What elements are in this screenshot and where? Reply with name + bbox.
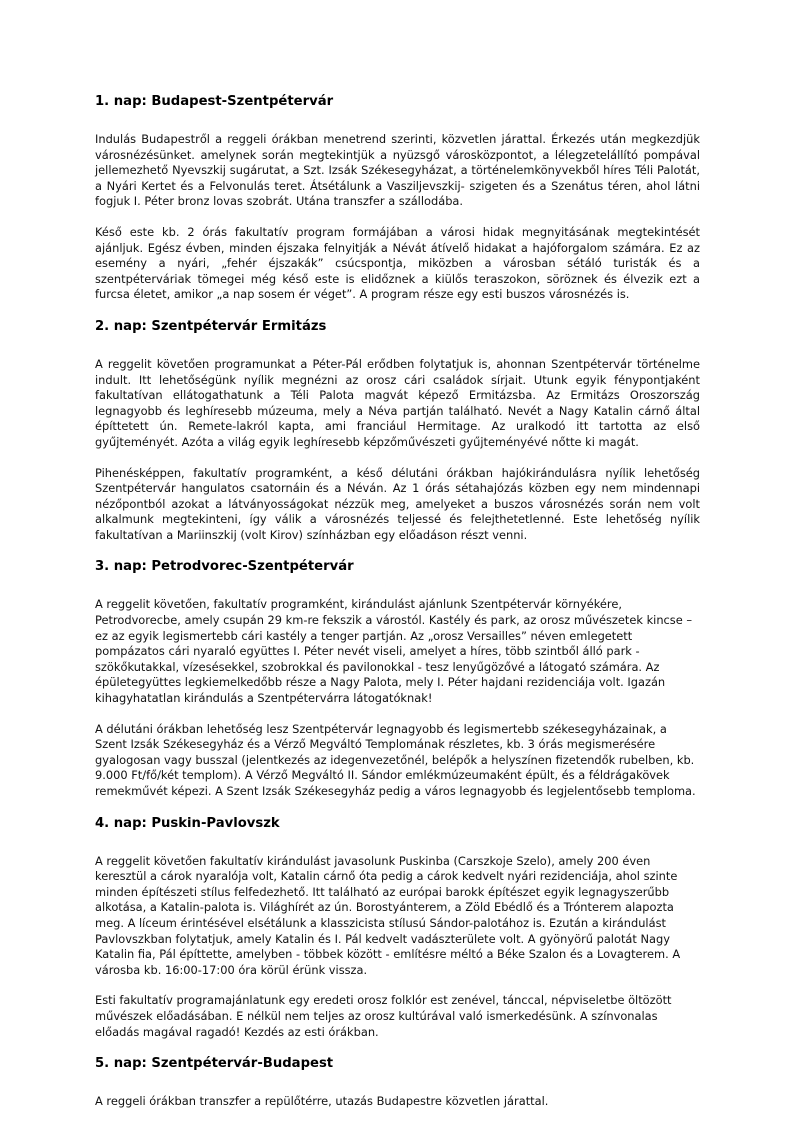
day-5-paragraph-1: A reggeli órákban transzfer a repülőtérre, utazás Budapestre közvetlen járattal. (95, 1094, 549, 1109)
day-2-paragraph-2: Pihenésképpen, fakultatív programként, a késő délutáni órákban hajókirándulásra nyílik lehetőség Szentpétervár hangulatos csatornáin és a Néván. Az 1 órás sétahajózás közben egy nem mindennapi nézőpontból azokat a látványosságokat nézzük meg, amelyeket a buszos városnézés során nem volt alkalmunk megtekinteni, így válik a városnézés teljessé és felejthetetlenné. Este lehetőség nyílik fakultatívan a Mariinszkij (volt Kirov) színházban egy előadáson részt venni. (95, 465, 700, 542)
day-5-heading: 5. nap: Szentpétervár-Budapest (95, 1056, 334, 1072)
day-4-heading: 4. nap: Puskin-Pavlovszk (95, 815, 280, 831)
day-2-heading: 2. nap: Szentpétervár Ermitázs (95, 318, 327, 334)
day-1-paragraph-1: Indulás Budapestről a reggeli órákban menetrend szerinti, közvetlen járattal. Érkezés után megkezdjük városnézésünket. amelynek során megtekintjük a nyüzsgő városközpontot, a lélegzetelállító pompával jellemezhető Nyevszkij sugárutat, a Szt. Izsák Székesegyházat, a történelemkönyvekből híres Téli Palotát, a Nyári Kertet és a Felvonulás teret. Átsétálunk a Vasziljevszkij- szigeten és a Szenátus téren, ahol látni fogjuk I. Péter bronz lovas szobrát. Utána transzfer a szállodába. (95, 132, 700, 209)
day-1-heading: 1. nap: Budapest-Szentpétervár (95, 94, 334, 109)
document-body (95, 93, 700, 1125)
day-3-section (95, 558, 700, 799)
day-2-paragraph-1: A reggelit követően programunkat a Péter-Pál erődben folytatjuk is, ahonnan Szentpétervár történelme indult. Itt lehetőségünk nyílik megnézni az orosz cári családok sírjait. Utunk egyik fénypontjaként fakultatívan ellátogathatunk a Téli Palota magvát képező Ermitázsba. Az Ermitázs Oroszország legnagyobb és leghíresebb múzeuma, mely a Néva partján található. Nevét a Nagy Katalin cárnő által építtetett ún. Remete-lakról kapta, ami franciául Hermitage. Az uralkodó itt tartotta az első gyűjteményét. Azóta a világ egyik leghíresebb képzőművészeti gyűjteményévé nőtte ki magát. (95, 356, 700, 449)
day-3-paragraph-2: A délutáni órákban lehetőség lesz Szentpétervár legnagyobb és legismertebb székesegyházainak, a Szent Izsák Székesegyház és a Vérző Megváltó Templomának részletes, kb. 3 órás megismerésére gyalogosan vagy busszal (jelentkezés az idegenvezetőnél, belépők a helyszínen fizetendők rubelben, kb. 9.000 Ft/fő/két templom). A Vérző Megváltó II. Sándor emlékmúzeumaként épült, és a féldrágakövek remekművét képezi. A Szent Izsák Székesegyház pedig a város legnagyobb és legjelentősebb temploma. (95, 721, 696, 798)
day-2-section (95, 318, 700, 544)
day-3-heading: 3. nap: Petrodvorec-Szentpétervár (95, 559, 354, 575)
day-4-paragraph-2: Esti fakultatív programajánlatunk egy eredeti orosz folklór est zenével, tánccal, népviseletbe öltözött művészek előadásában. E nélkül nem teljes az orosz kultúrával való ismerkedésünk. A színvonalas előadás magával ragadó! Kezdés az esti órákban. (95, 993, 672, 1039)
day-4-paragraph-1: A reggelit követően fakultatív kirándulást javasolunk Puskinba (Carszkoje Szelo), amely 200 éven keresztül a cárok nyaralója volt, Katalin cárnő óta pedig a cárok kedvelt nyári rezidenciája, ahol szinte minden építészeti stílus felfedezhető. Itt található az európai barokk építészet egyik legnagyszerűbb alkotása, a Katalin-palota is. Világhírét az ún. Borostyánterem, a Zöld Ebédlő és a Trónterem alapozta meg. A líceum érintésével elsétálunk a klasszicista stílusú Sándor-palotához is. Ezután a kirándulást Pavlovszkban folytatjuk, amely Katalin és I. Pál kedvelt vadászterülete volt. A gyönyörű palotát Nagy Katalin fia, Pál építtette, amelyben - többek között - említésre méltó a Béke Szalon és a Lovagterem. A városba kb. 16:00-17:00 óra körül érünk vissza. (95, 853, 681, 977)
day-3-paragraph-1: A reggelit követően, fakultatív programként, kirándulást ajánlunk Szentpétervár környékére, Petrodvorecbe, amely csupán 29 km-re fekszik a várostól. Kastély és park, az orosz művészetek kincse – ez az egyik legismertebb cári kastély a tenger partján. Az „orosz Versailles” néven emlegetett pompázatos cári nyaraló együttes I. Péter nevét viseli, amelyet a híres, több szintből álló park - szökőkutakkal, vízesésekkel, szobrokkal és pavilonokkal - tesz lenyűgözővé a látogató számára. Az épületegyüttes legkiemelkedőbb része a Nagy Palota, mely I. Péter hajdani rezidenciája volt. Igazán kihagyhatatlan kirándulás a Szentpétervárra látogatóknak! (95, 597, 693, 706)
day-4-section (95, 815, 700, 1041)
day-1-section (95, 93, 700, 303)
day-5-section (95, 1055, 700, 1110)
day-1-paragraph-2: Késő este kb. 2 órás fakultatív program formájában a városi hidak megnyitásának megtekintését ajánljuk. Egész évben, minden éjszaka felnyitják a Névát átívelő hidakat a hajóforgalom számára. Ez az esemény a nyári, „fehér éjszakák” csúcspontja, miközben a városban sétáló turisták és a szentpéterváriak tömegei még késő este is elidőznek a kiülős teraszokon, söröznek és élvezik ezt a furcsa életet, amikor „a nap sosem ér véget”. A program része egy esti buszos városnézés is. (95, 224, 700, 302)
